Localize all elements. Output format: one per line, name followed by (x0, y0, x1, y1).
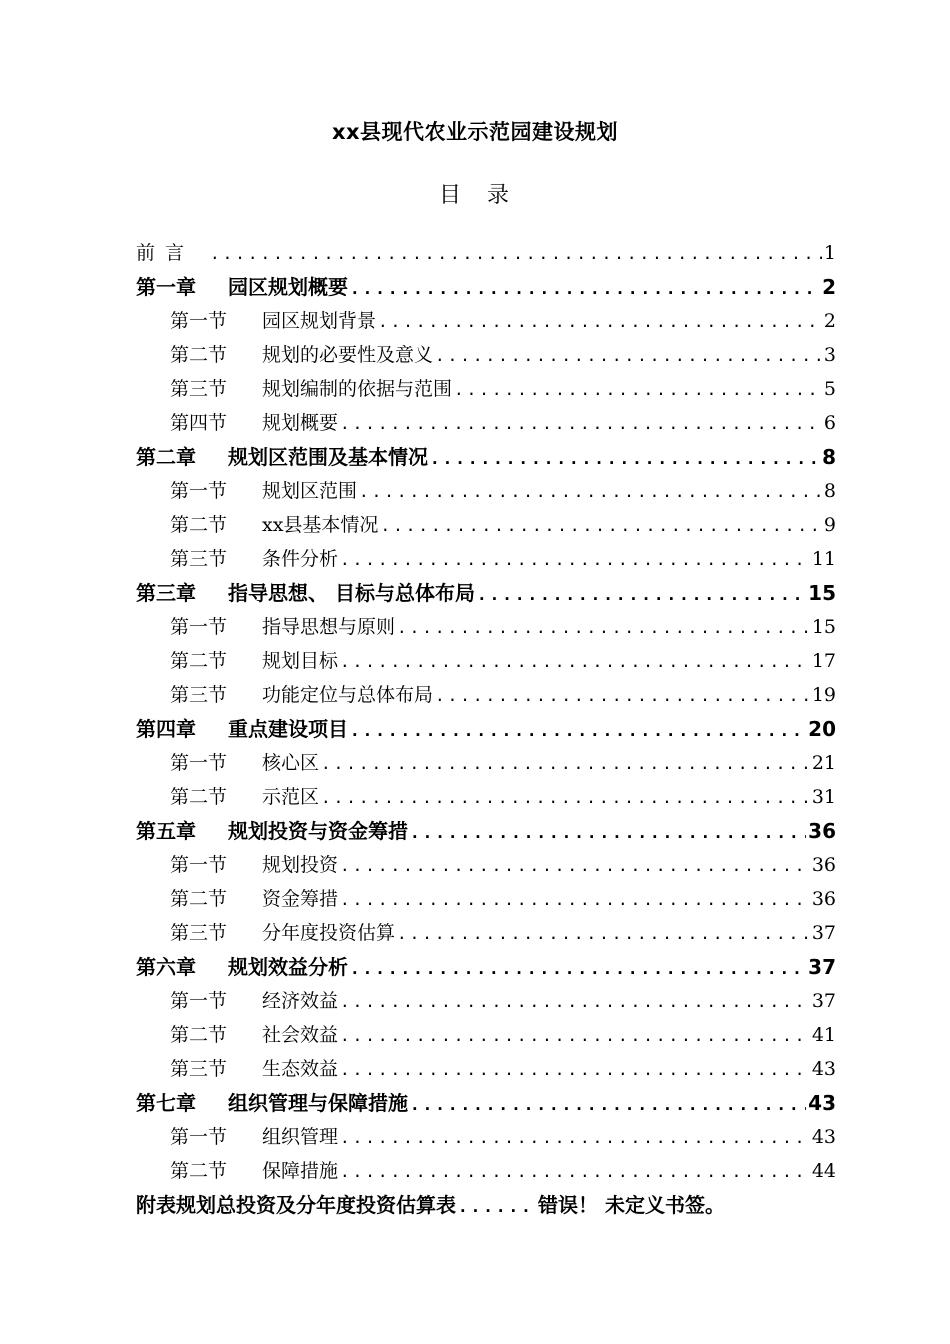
toc-dot-leader (410, 1088, 806, 1120)
toc-entry-section[interactable] (136, 916, 836, 950)
toc-entry-number: 第二节 (170, 514, 228, 536)
toc-entry-section[interactable] (136, 1018, 836, 1052)
toc-entry-section[interactable] (136, 1052, 836, 1086)
toc-entry-page: 3 (823, 344, 836, 366)
toc-entry-page: 1 (823, 242, 836, 264)
toc-entry-section[interactable] (136, 848, 836, 882)
toc-entry-title: 核心区 (262, 752, 320, 774)
toc-dot-leader (435, 339, 822, 372)
toc-entry-title: 规划投资与资金筹措 (228, 819, 408, 843)
toc-entry-page: 错误！ 未定义书签。 (538, 1193, 725, 1217)
toc-entry-page: 11 (811, 548, 836, 570)
toc-dot-leader (397, 917, 810, 950)
toc-entry-number: 第一章 (136, 275, 196, 299)
toc-dot-leader (410, 816, 806, 848)
toc-entry-title: 分年度投资估算 (262, 922, 396, 944)
toc-entry-chapter[interactable] (136, 576, 836, 610)
toc-dot-leader (340, 1019, 810, 1052)
toc-entry-number: 第三节 (170, 1058, 228, 1080)
toc-entry-title: 规划编制的依据与范围 (262, 378, 453, 400)
toc-entry-title: 规划区范围及基本情况 (228, 445, 428, 469)
toc-entry-title: 园区规划概要 (228, 275, 348, 299)
toc-entry-number: 第一节 (170, 752, 228, 774)
toc-dot-leader (397, 611, 810, 644)
toc-entry-title: 规划效益分析 (228, 955, 348, 979)
toc-dot-leader (340, 883, 810, 916)
toc-entry-title: 示范区 (262, 786, 320, 808)
toc-entry-section[interactable] (136, 882, 836, 916)
toc-dot-leader (350, 272, 820, 304)
toc-entry-page: 43 (811, 1126, 836, 1148)
toc-entry-number: 第二节 (170, 786, 228, 808)
toc-entry-number: 第七章 (136, 1091, 196, 1115)
toc-entry-number: 第三节 (170, 378, 228, 400)
toc-entry-title: 规划投资 (262, 854, 339, 876)
toc-entry-number: 第一节 (170, 310, 228, 332)
toc-dot-leader (458, 1190, 536, 1222)
toc-entry-section[interactable] (136, 338, 836, 372)
toc-entry-title: 保障措施 (262, 1160, 339, 1182)
toc-entry-title: 生态效益 (262, 1058, 339, 1080)
document-title: xx县现代农业示范园建设规划 (331, 120, 619, 144)
toc-entry-page: 2 (823, 310, 836, 332)
toc-entry-number: 第二节 (170, 650, 228, 672)
toc-entry-number: 第二节 (170, 1160, 228, 1182)
toc-entry-section[interactable] (136, 474, 836, 508)
toc-entry-page: 8 (822, 445, 836, 469)
toc-entry-page: 17 (811, 650, 836, 672)
toc-entry-chapter[interactable] (136, 814, 836, 848)
toc-dot-leader (435, 679, 810, 712)
toc-entry-section[interactable] (136, 406, 836, 440)
toc-entry-section[interactable] (136, 1120, 836, 1154)
toc-entry-page: 43 (808, 1091, 836, 1115)
toc-dot-leader (380, 509, 821, 542)
toc-entry-section[interactable] (136, 610, 836, 644)
toc-entry-page: 2 (822, 275, 836, 299)
toc-entry-title: 社会效益 (262, 1024, 339, 1046)
toc-entry-title: 功能定位与总体布局 (262, 684, 434, 706)
toc-entry-title: 重点建设项目 (228, 717, 348, 741)
toc-entry-chapter[interactable] (136, 950, 836, 984)
toc-dot-leader (340, 645, 810, 678)
toc-dot-leader (210, 237, 822, 270)
toc-entry-chapter[interactable] (136, 712, 836, 746)
toc-entry-page: 36 (811, 854, 836, 876)
toc-dot-leader (340, 1053, 810, 1086)
toc-entry-page: 37 (811, 922, 836, 944)
toc-entry-page: 31 (811, 786, 836, 808)
toc-entry-page: 37 (808, 955, 836, 979)
toc-entry-title: 园区规划背景 (262, 310, 377, 332)
toc-entry-section[interactable] (136, 984, 836, 1018)
toc-entry-number: 第三节 (170, 922, 228, 944)
toc-entry-title: 组织管理 (262, 1126, 339, 1148)
toc-entry-number: 第三节 (170, 548, 228, 570)
toc-entry-number: 第一节 (170, 1126, 228, 1148)
toc-dot-leader (321, 747, 810, 780)
toc-entry-section[interactable] (136, 372, 836, 406)
toc-entry-page: 19 (811, 684, 836, 706)
toc-entry-page: 6 (823, 412, 836, 434)
toc-dot-leader (350, 952, 806, 984)
toc-dot-leader (340, 1155, 810, 1188)
toc-entry-title: xx县基本情况 (262, 514, 379, 536)
toc-heading: 目 录 (438, 183, 511, 208)
toc-entry-page: 44 (811, 1160, 836, 1182)
toc-entry-page: 15 (808, 581, 836, 605)
toc-entry-number: 附表 (136, 1193, 176, 1217)
toc-entry-title: 规划区范围 (262, 480, 358, 502)
toc-entry-number: 第一节 (170, 480, 228, 502)
toc-entry-title: 规划的必要性及意义 (262, 344, 434, 366)
toc-dot-leader (340, 985, 810, 1018)
table-of-contents (136, 236, 836, 1222)
toc-entry-number: 第三节 (170, 684, 228, 706)
toc-entry-page: 41 (811, 1024, 836, 1046)
toc-entry-title: 经济效益 (262, 990, 339, 1012)
toc-entry-title: 资金筹措 (262, 888, 339, 910)
toc-entry-number: 第二节 (170, 888, 228, 910)
toc-entry-page: 15 (811, 616, 836, 638)
toc-entry-appendix[interactable] (136, 1188, 836, 1222)
toc-entry-number: 第五章 (136, 819, 196, 843)
toc-dot-leader (350, 714, 806, 746)
toc-dot-leader (477, 578, 806, 610)
toc-entry-title: 指导思想、 目标与总体布局 (228, 581, 475, 605)
toc-dot-leader (430, 442, 820, 474)
toc-entry-preface[interactable] (136, 236, 836, 270)
toc-entry-page: 37 (811, 990, 836, 1012)
toc-entry-section[interactable] (136, 542, 836, 576)
toc-entry-page: 36 (808, 819, 836, 843)
toc-entry-section[interactable] (136, 304, 836, 338)
toc-dot-leader (378, 305, 822, 338)
toc-entry-number: 第一节 (170, 990, 228, 1012)
toc-entry-section[interactable] (136, 1154, 836, 1188)
toc-entry-number: 第六章 (136, 955, 196, 979)
toc-entry-page: 43 (811, 1058, 836, 1080)
toc-dot-leader (454, 373, 822, 406)
toc-entry-title: 规划总投资及分年度投资估算表 (176, 1193, 456, 1217)
toc-entry-chapter[interactable] (136, 1086, 836, 1120)
toc-dot-leader (340, 407, 822, 440)
toc-entry-chapter[interactable] (136, 270, 836, 304)
toc-entry-section[interactable] (136, 746, 836, 780)
toc-entry-page: 9 (823, 514, 836, 536)
toc-entry-number: 第一节 (170, 616, 228, 638)
toc-entry-page: 5 (823, 378, 836, 400)
toc-entry-number: 第三章 (136, 581, 196, 605)
toc-entry-number: 前言 (136, 242, 195, 264)
toc-entry-number: 第二节 (170, 1024, 228, 1046)
toc-entry-section[interactable] (136, 508, 836, 542)
toc-entry-section[interactable] (136, 780, 836, 814)
toc-entry-title: 条件分析 (262, 548, 339, 570)
toc-entry-title: 指导思想与原则 (262, 616, 396, 638)
toc-entry-section[interactable] (136, 678, 836, 712)
toc-entry-number: 第二节 (170, 344, 228, 366)
toc-entry-number: 第二章 (136, 445, 196, 469)
toc-entry-page: 36 (811, 888, 836, 910)
toc-dot-leader (340, 849, 810, 882)
toc-entry-number: 第四节 (170, 412, 228, 434)
toc-entry-chapter[interactable] (136, 440, 836, 474)
toc-entry-section[interactable] (136, 644, 836, 678)
toc-entry-page: 21 (811, 752, 836, 774)
toc-dot-leader (359, 475, 822, 508)
toc-dot-leader (340, 1121, 810, 1154)
toc-entry-number: 第四章 (136, 717, 196, 741)
toc-entry-title: 组织管理与保障措施 (228, 1091, 408, 1115)
toc-dot-leader (321, 781, 810, 814)
toc-entry-title: 规划目标 (262, 650, 339, 672)
toc-entry-title: 规划概要 (262, 412, 339, 434)
toc-entry-page: 8 (823, 480, 836, 502)
toc-dot-leader (340, 543, 810, 576)
toc-entry-page: 20 (808, 717, 836, 741)
toc-entry-number: 第一节 (170, 854, 228, 876)
